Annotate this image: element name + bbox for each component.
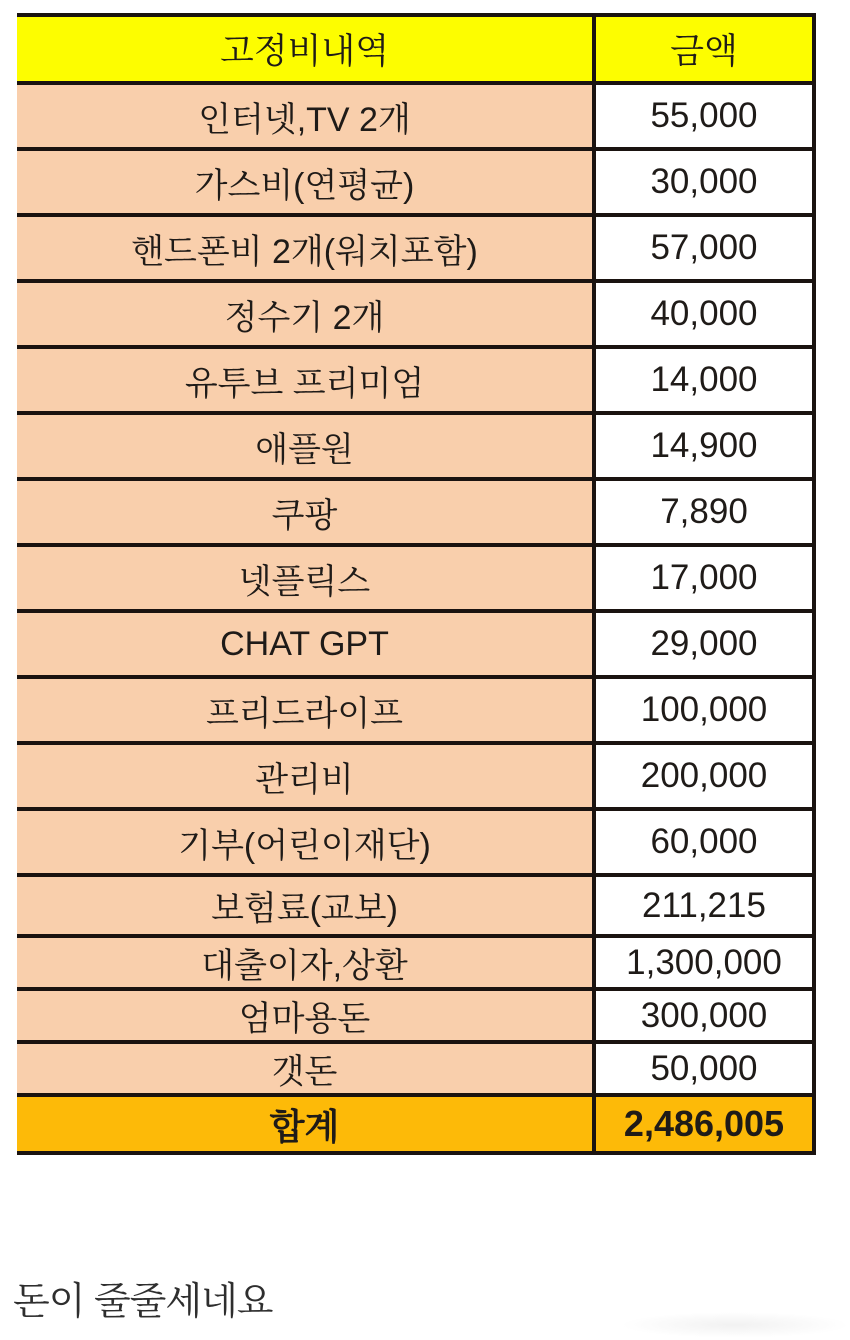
amount-cell: 200,000 — [594, 743, 814, 809]
item-cell: 프리드라이프 — [17, 677, 594, 743]
table-row — [17, 936, 814, 989]
table-row — [17, 281, 814, 347]
amount-cell: 100,000 — [594, 677, 814, 743]
item-cell: 가스비(연평균) — [17, 149, 594, 215]
table-row — [17, 1042, 814, 1095]
table-row — [17, 743, 814, 809]
table-row — [17, 413, 814, 479]
table-row — [17, 149, 814, 215]
table-row — [17, 479, 814, 545]
amount-cell: 40,000 — [594, 281, 814, 347]
amount-cell: 1,300,000 — [594, 936, 814, 989]
amount-cell: 57,000 — [594, 215, 814, 281]
total-amount-cell: 2,486,005 — [594, 1095, 814, 1153]
item-cell: 관리비 — [17, 743, 594, 809]
item-cell: 갯돈 — [17, 1042, 594, 1095]
amount-cell: 55,000 — [594, 83, 814, 149]
header-row — [17, 15, 814, 83]
table-row — [17, 989, 814, 1042]
table-row — [17, 677, 814, 743]
amount-cell: 14,000 — [594, 347, 814, 413]
item-cell: 넷플릭스 — [17, 545, 594, 611]
table-row — [17, 83, 814, 149]
header-cell-amount: 금액 — [594, 15, 814, 83]
amount-cell: 50,000 — [594, 1042, 814, 1095]
item-cell: CHAT GPT — [17, 611, 594, 677]
table-row — [17, 875, 814, 936]
total-row — [17, 1095, 814, 1153]
amount-cell: 14,900 — [594, 413, 814, 479]
amount-cell: 211,215 — [594, 875, 814, 936]
caption-text: 돈이 줄줄세네요 — [13, 1281, 273, 1323]
item-cell: 기부(어린이재단) — [17, 809, 594, 875]
table-row — [17, 611, 814, 677]
item-cell: 엄마용돈 — [17, 989, 594, 1042]
amount-cell: 30,000 — [594, 149, 814, 215]
item-cell: 인터넷,TV 2개 — [17, 83, 594, 149]
amount-cell: 60,000 — [594, 809, 814, 875]
table-row — [17, 809, 814, 875]
amount-cell: 300,000 — [594, 989, 814, 1042]
table-row — [17, 215, 814, 281]
table-body — [17, 83, 814, 1095]
item-cell: 애플원 — [17, 413, 594, 479]
item-cell: 대출이자,상환 — [17, 936, 594, 989]
item-cell: 쿠팡 — [17, 479, 594, 545]
item-cell: 유투브 프리미엄 — [17, 347, 594, 413]
total-label-cell: 합계 — [17, 1095, 594, 1153]
fixed-cost-table — [17, 13, 816, 1155]
item-cell: 핸드폰비 2개(워치포함) — [17, 215, 594, 281]
item-cell: 정수기 2개 — [17, 281, 594, 347]
amount-cell: 29,000 — [594, 611, 814, 677]
header-cell-item: 고정비내역 — [17, 15, 594, 83]
smudge-artifact — [620, 1312, 850, 1338]
table-row — [17, 347, 814, 413]
table-row — [17, 545, 814, 611]
amount-cell: 17,000 — [594, 545, 814, 611]
item-cell: 보험료(교보) — [17, 875, 594, 936]
amount-cell: 7,890 — [594, 479, 814, 545]
